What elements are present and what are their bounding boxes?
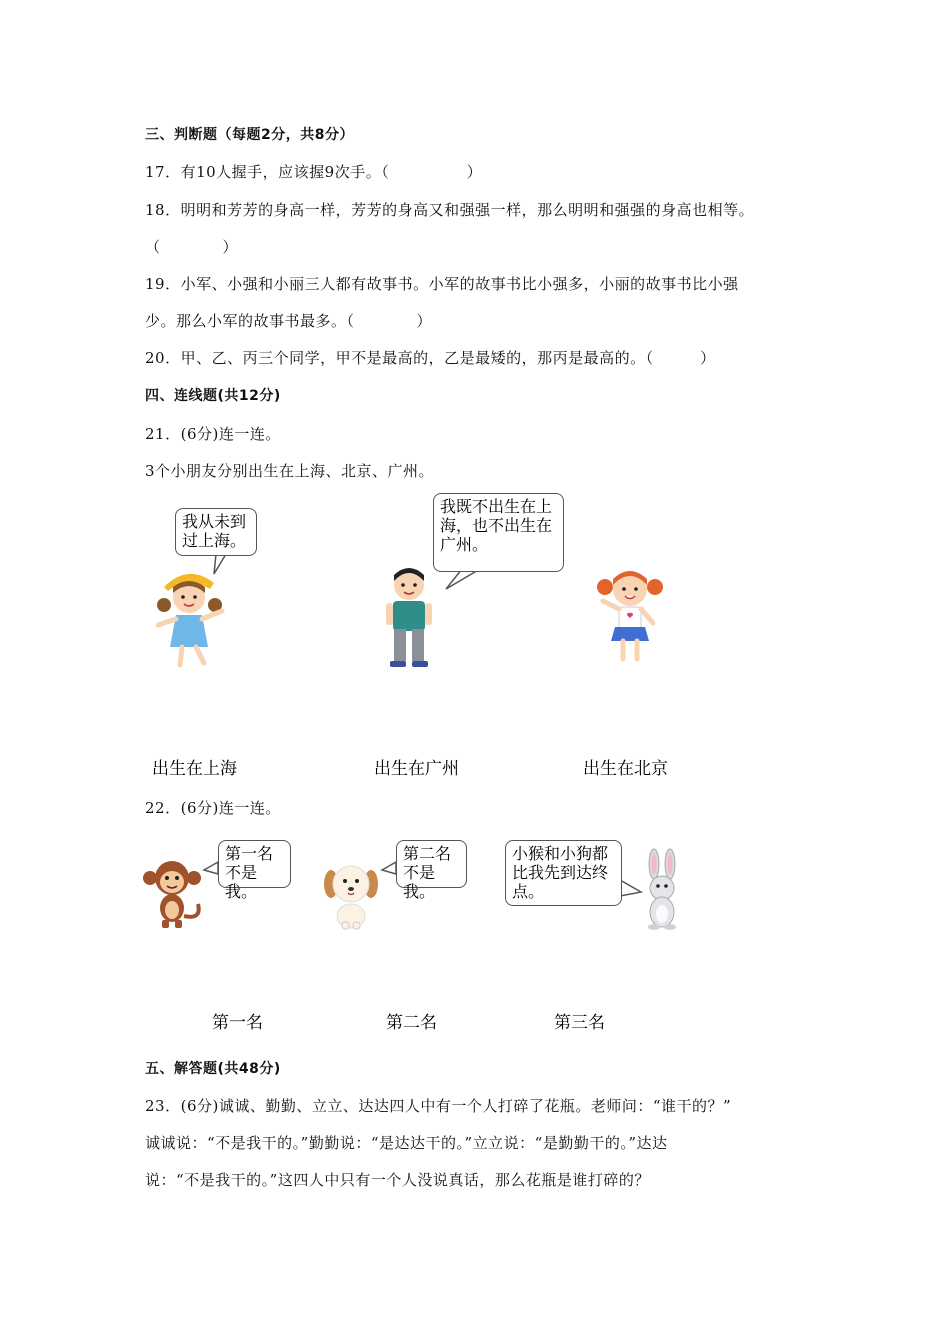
question-22-title: 22．(6分)连一连。	[145, 799, 281, 817]
bubble-text-line: 我从未到	[182, 512, 247, 531]
puppy-illustration	[322, 862, 380, 930]
bubble-text-line: 点。	[512, 882, 545, 901]
q22-speech-bubble-dog	[396, 840, 467, 901]
girl-with-hat-illustration	[150, 565, 228, 669]
question-18-line1: 18．明明和芳芳的身高一样，芳芳的身高又和强强一样，那么明明和强强的身高也相等。	[145, 201, 755, 219]
bubble-text-line: 第二名	[403, 844, 452, 863]
bubble-text-line: 不是我。	[225, 863, 258, 901]
q22-label-third: 第三名	[554, 1013, 605, 1033]
girl-with-pigtails-illustration	[595, 565, 665, 663]
question-21-title: 21．(6分)连一连。	[145, 425, 281, 443]
bubble-text-line: 广州。	[440, 535, 489, 554]
q22-speech-bubble-monkey	[218, 840, 291, 901]
bubble-text-line: 我既不出生在上	[440, 497, 553, 516]
bubble-text-line: 过上海。	[182, 531, 247, 550]
q22-label-first: 第一名	[212, 1013, 263, 1033]
section-3-heading: 三、判断题（每题2分，共8分）	[145, 127, 354, 143]
question-23-line3: 说：“不是我干的。”这四人中只有一个人没说真话，那么花瓶是谁打碎的？	[145, 1171, 650, 1189]
question-23-line2: 诚诚说：“不是我干的。”勤勤说：“是达达干的。”立立说：“是勤勤干的。”达达	[145, 1134, 668, 1152]
bubble-text-line: 第一名	[225, 844, 274, 863]
bubble-text-line: 小猴和小狗都	[512, 844, 609, 863]
bubble-text-line: 不是我。	[403, 863, 436, 901]
question-21-description: 3个小朋友分别出生在上海、北京、广州。	[145, 462, 435, 480]
question-23-line1: 23．(6分)诚诚、勤勤、立立、达达四人中有一个人打碎了花瓶。老师问：“谁干的？”	[145, 1097, 732, 1115]
bubble-text-line: 海，也不出生在	[440, 516, 553, 535]
bubble-text-line: 比我先到达终	[512, 863, 609, 882]
q21-label-shanghai: 出生在上海	[152, 759, 237, 779]
q21-label-guangzhou: 出生在广州	[374, 759, 459, 779]
question-17: 17．有10人握手，应该握9次手。（ ）	[145, 163, 483, 181]
question-20: 20．甲、乙、丙三个同学，甲不是最高的，乙是最矮的，那丙是最高的。（ ）	[145, 349, 716, 367]
boy-illustration	[380, 565, 438, 669]
q21-label-beijing: 出生在北京	[583, 759, 668, 779]
rabbit-illustration	[638, 848, 686, 932]
question-18-line2: （ ）	[145, 238, 239, 256]
section-5-heading: 五、解答题(共48分)	[145, 1061, 281, 1077]
monkey-illustration	[142, 858, 204, 930]
section-4-heading: 四、连线题(共12分)	[145, 388, 281, 404]
q22-label-second: 第二名	[386, 1013, 437, 1033]
q21-speech-bubble-girl1	[175, 508, 257, 556]
q22-speech-bubble-rabbit	[505, 840, 622, 906]
question-19-line1: 19．小军、小强和小丽三人都有故事书。小军的故事书比小强多，小丽的故事书比小强	[145, 275, 739, 293]
question-19-line2: 少。那么小军的故事书最多。（ ）	[145, 312, 433, 330]
q21-speech-bubble-boy	[433, 493, 564, 572]
